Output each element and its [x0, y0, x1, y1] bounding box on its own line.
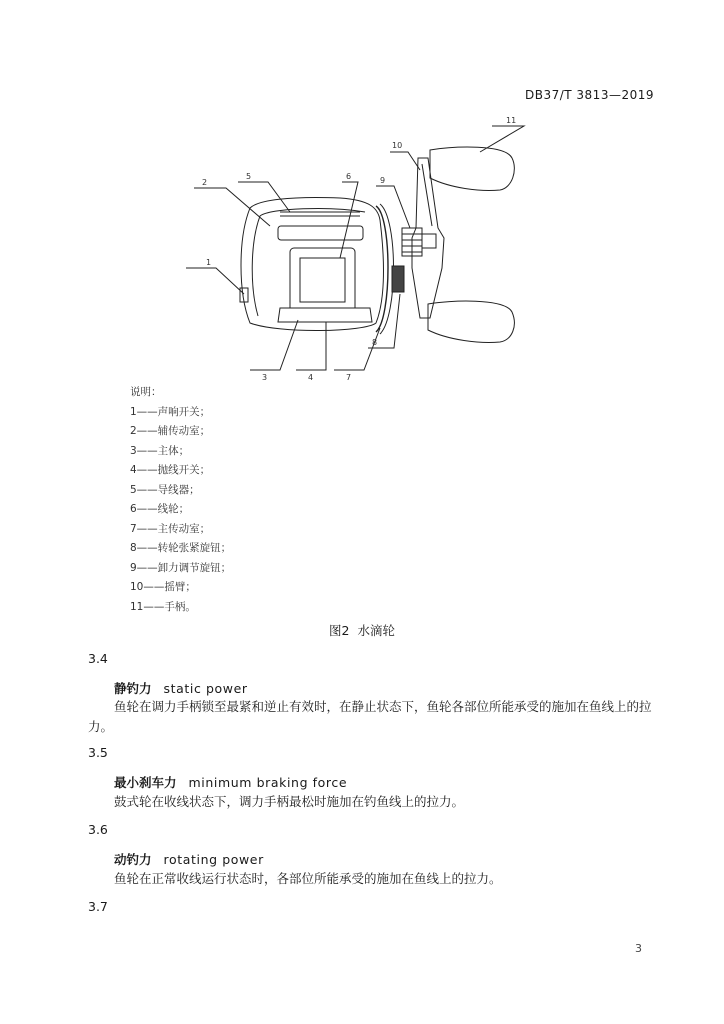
- term-definition: 鼓式轮在收线状态下，调力手柄最松时施加在钓鱼线上的拉力。: [114, 794, 465, 809]
- upper-handle-knob: [430, 147, 514, 190]
- term-zh: 动钓力: [114, 852, 152, 867]
- callout-8: 8: [372, 338, 378, 347]
- clause-number: 3.6: [88, 822, 108, 837]
- page-number: 3: [635, 942, 642, 955]
- legend-title: 说明：: [130, 386, 162, 398]
- legend-item: 9——卸力调节旋钮；: [130, 561, 232, 574]
- callout-4: 4: [308, 373, 314, 382]
- legend-item: 5——导线器；: [130, 483, 200, 496]
- callout-9: 9: [380, 176, 386, 185]
- tension-knob: [392, 266, 404, 292]
- callout-1: 1: [206, 258, 212, 267]
- casting-switch: [278, 308, 372, 322]
- term-definition: 鱼轮在正常收线运行状态时，各部位所能承受的施加在鱼线上的拉力。: [114, 871, 502, 886]
- lower-handle-knob: [428, 301, 514, 342]
- legend-item: 6——线轮；: [130, 503, 190, 515]
- legend-item: 2——辅传动室；: [130, 425, 211, 437]
- term-zh: 最小刹车力: [114, 775, 177, 790]
- legend-item: 8——转轮张紧旋钮；: [130, 542, 232, 554]
- legend-item: 3——主体；: [130, 444, 190, 457]
- standard-code: DB37/T 3813—2019: [524, 88, 654, 102]
- term-heading: [114, 679, 248, 697]
- callout-10: 10: [392, 141, 403, 150]
- term-en: rotating power: [163, 852, 264, 867]
- clause-number: 3.7: [88, 899, 108, 914]
- term-heading: [114, 850, 264, 868]
- legend-item: 7——主传动室；: [130, 522, 211, 535]
- legend-item: 4——抛线开关；: [130, 464, 211, 476]
- figure-caption: [0, 621, 724, 639]
- clause-number: 3.5: [88, 745, 108, 760]
- caption-number: 图2: [329, 623, 350, 638]
- callout-11: 11: [506, 116, 517, 125]
- legend-item: 10——摇臂；: [130, 581, 196, 593]
- figure-legend: [130, 383, 231, 617]
- callout-5: 5: [246, 172, 252, 181]
- callout-6: 6: [346, 172, 352, 181]
- legend-item: 11——手柄。: [130, 600, 196, 613]
- callout-2: 2: [202, 178, 208, 187]
- line-guide: [278, 226, 363, 240]
- callout-3: 3: [262, 373, 268, 382]
- callout-labels: [202, 116, 516, 382]
- baitcasting-reel-figure: [180, 108, 580, 383]
- callout-7: 7: [346, 373, 352, 382]
- term-en: minimum braking force: [188, 775, 348, 790]
- legend-item: 1——声响开关；: [130, 405, 211, 418]
- term-en: static power: [163, 681, 248, 696]
- term-heading: [114, 773, 347, 791]
- term-zh: 静钓力: [114, 681, 152, 696]
- clause-number: 3.4: [88, 651, 108, 666]
- term-definition: 鱼轮在调力手柄锁至最紧和逆止有效时，在静止状态下，鱼轮各部位所能承受的施加在鱼线上的拉力。: [88, 699, 652, 734]
- caption-title: 水滴轮: [357, 623, 395, 638]
